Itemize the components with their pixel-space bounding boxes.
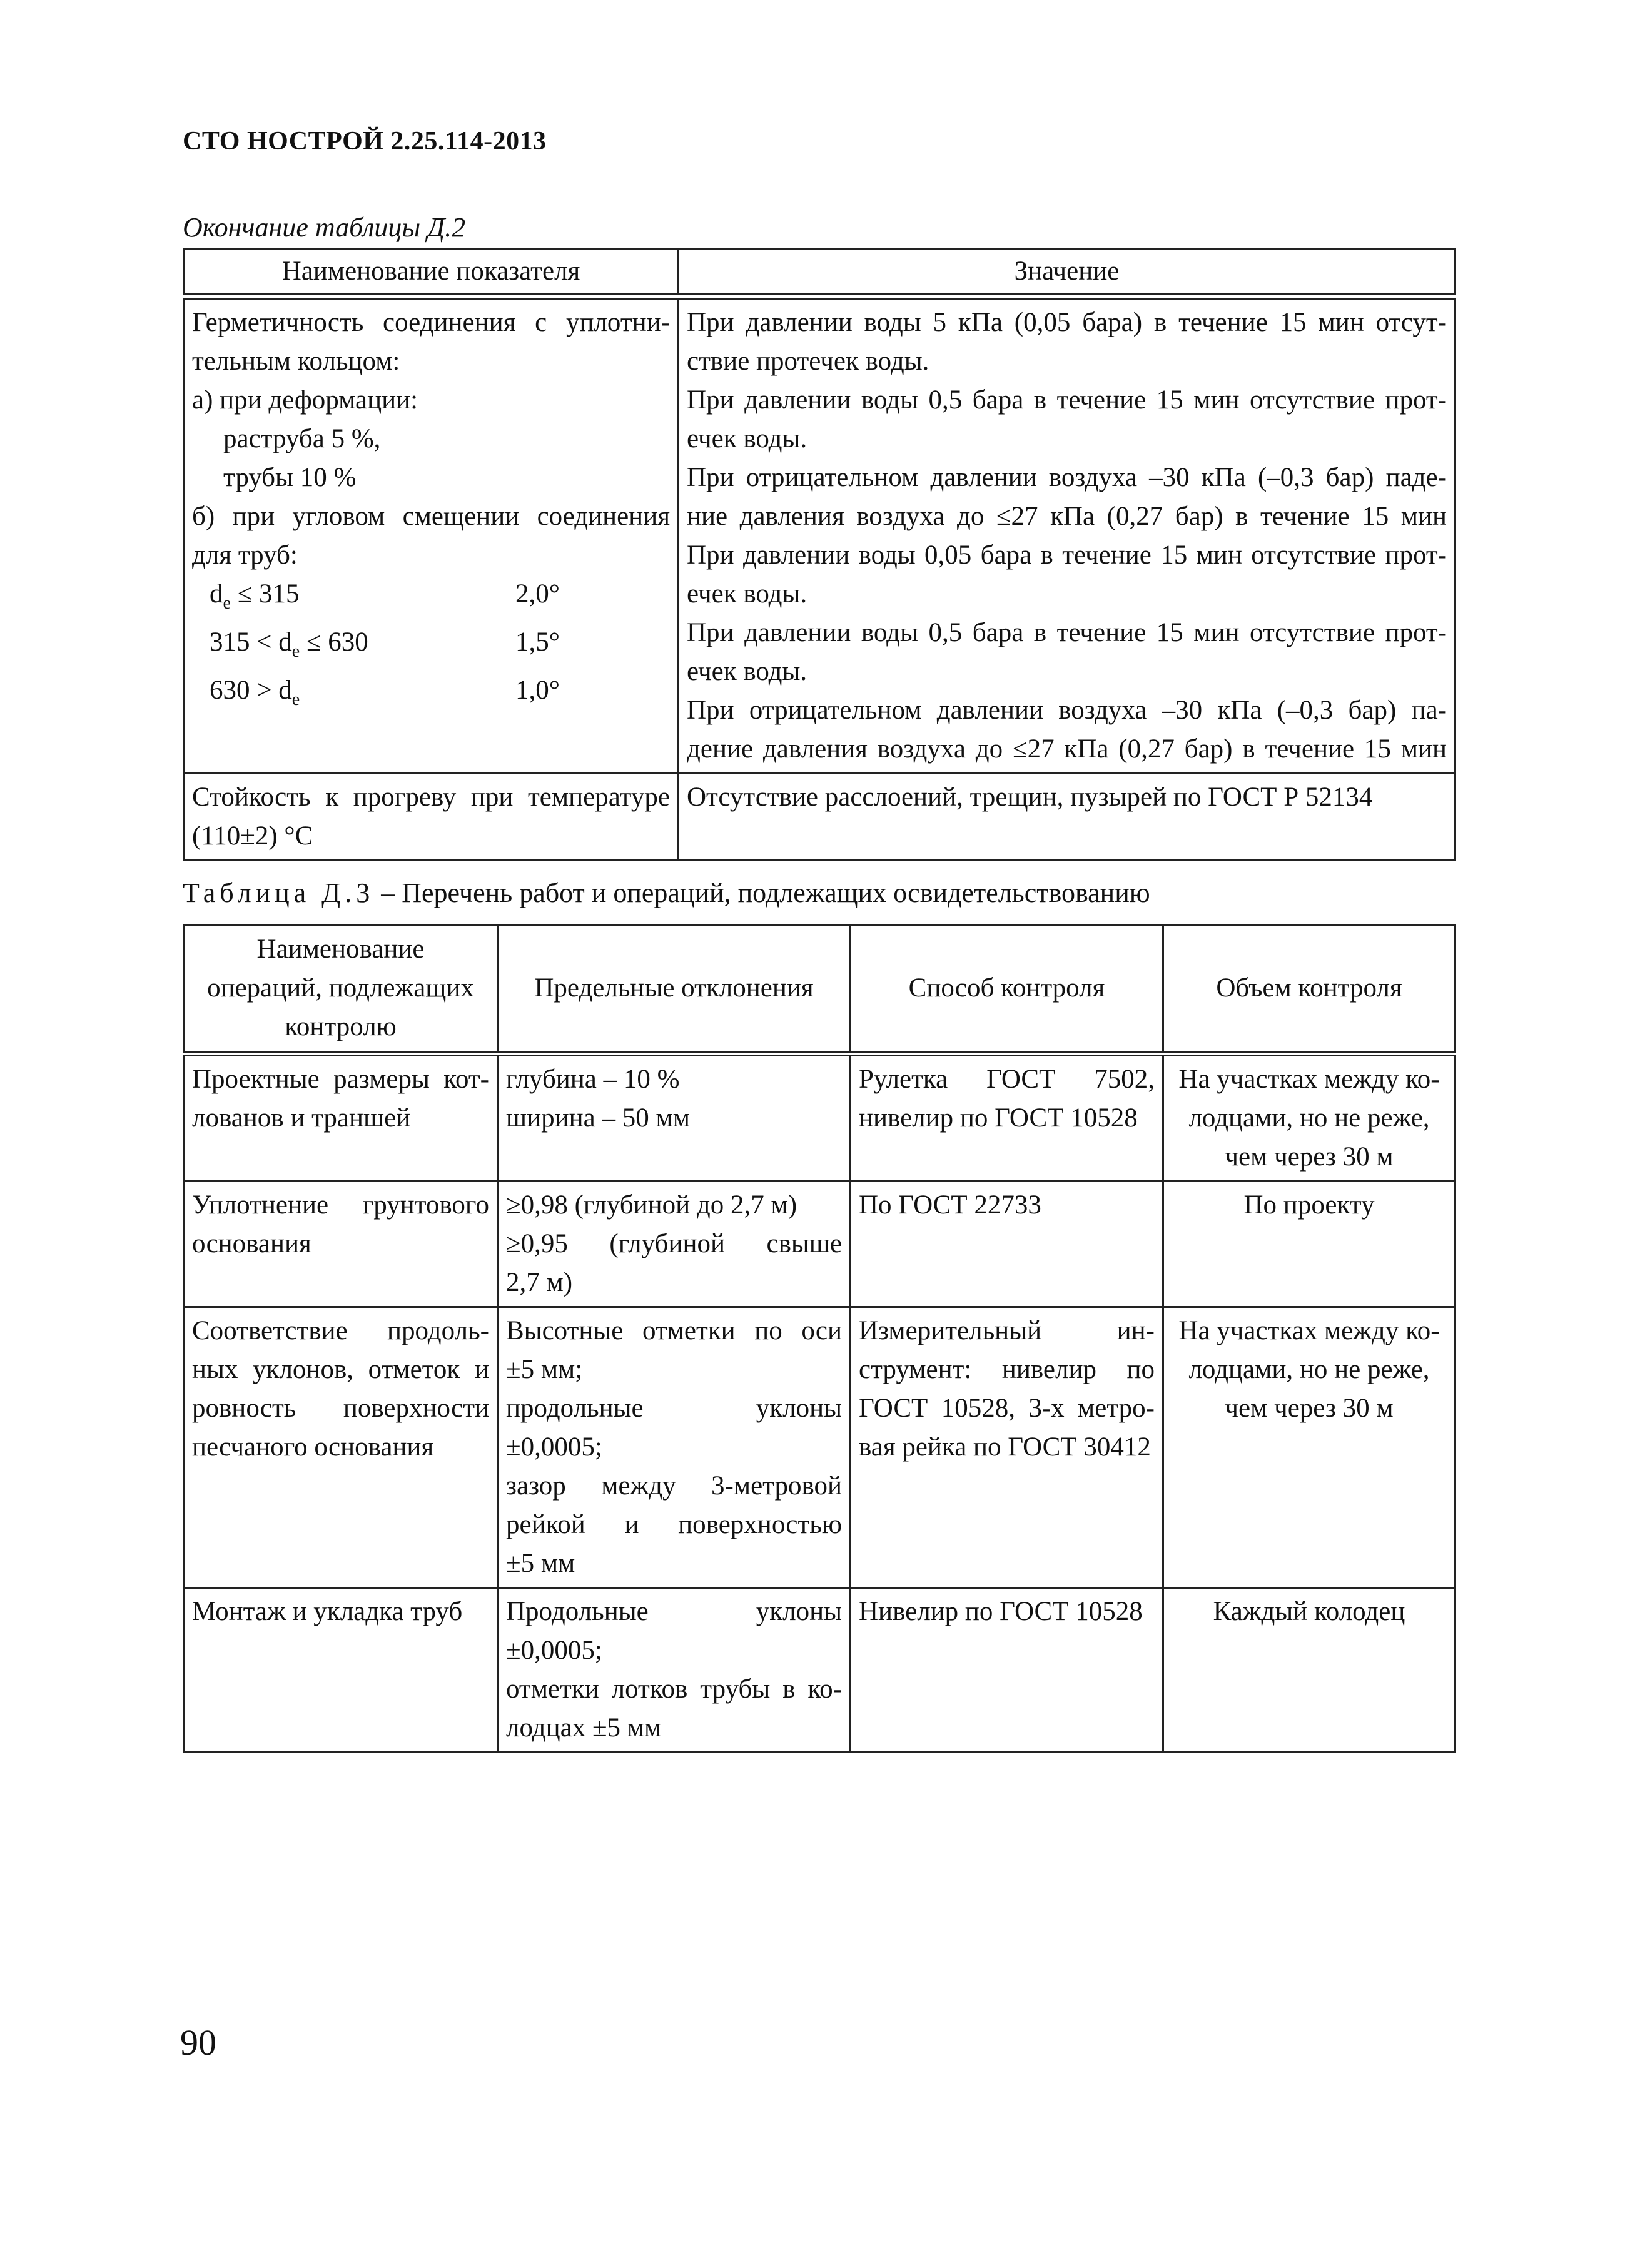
table-row [184, 774, 1455, 861]
scope-cell: На участках между ко- лодцами, но не реже, чем через 30 м [1163, 1054, 1455, 1182]
table-row [184, 296, 1455, 774]
table-d3-caption: – Перечень работ и операций, подлежащих освидетельствованию [374, 878, 1150, 908]
angle-condition: $630 > d_e$ [210, 676, 300, 709]
page-number: 90 [180, 2022, 216, 2063]
cell-line: При отрицательном давлении воздуха –30 кПа (–0,3 бар) па- [687, 696, 1447, 725]
cell-line: а) при деформации: [192, 385, 418, 415]
header-cell-scope: Объем контроля [1163, 925, 1455, 1054]
header-cell-method: Способ контроля [851, 925, 1163, 1054]
indicator-cell [184, 296, 679, 774]
angle-item [192, 671, 560, 719]
method-cell: Нивелир по ГОСТ 10528 [851, 1588, 1163, 1753]
cell-line: Стойкость к прогреву при температуре [192, 782, 670, 812]
operation-cell: Монтаж и укладка труб [184, 1588, 498, 1753]
cell-line: для труб: [192, 540, 298, 570]
value-cell [679, 774, 1455, 861]
table-d3-header [184, 925, 1455, 1054]
cell-line: (110±2) °С [192, 821, 313, 851]
table-d3-label: Таблица Д.3 [183, 878, 375, 908]
method-cell: По ГОСТ 22733 [851, 1182, 1163, 1307]
table-d3 [183, 924, 1456, 1753]
scope-cell: Каждый колодец [1163, 1588, 1455, 1753]
cell-line: дение давления воздуха до ≤27 кПа (0,27 бар) в течение 15 мин [687, 734, 1447, 764]
angle-value: 1,5° [515, 627, 560, 657]
table-d3-title [183, 877, 1150, 909]
operation-cell: Проектные размеры кот- лованов и траншей [184, 1054, 498, 1182]
header-cell-deviations: Предельные отклонения [498, 925, 851, 1054]
deviation-cell: Высотные отметки по оси ±5 мм; продольные уклоны ±0,0005; зазор между 3-метровой рейкой и поверхностью ±5 мм [498, 1307, 851, 1588]
cell-line: При давлении воды 0,5 бара в течение 15 мин отсутствие прот- [687, 618, 1447, 647]
angle-item [192, 575, 560, 623]
cell-line: ечек воды. [687, 424, 807, 453]
cell-line: трубы 10 % [223, 463, 357, 492]
operation-cell: Соответствие продоль- ных уклонов, отметок и ровность поверхности песчаного основания [184, 1307, 498, 1588]
cell-line: ечек воды. [687, 579, 807, 609]
scope-cell: На участках между ко- лодцами, но не реже, чем через 30 м [1163, 1307, 1455, 1588]
cell-line: При давлении воды 0,5 бара в течение 15 мин отсутствие прот- [687, 385, 1447, 415]
cell-line: тельным кольцом: [192, 347, 400, 376]
cell-line: б) при угловом смещении соединения [192, 502, 670, 531]
deviation-cell: Продольные уклоны ±0,0005; отметки лотков трубы в ко- лодцах ±5 мм [498, 1588, 851, 1753]
cell-line: Герметичность соединения с уплотни- [192, 308, 670, 337]
deviation-cell: глубина – 10 % ширина – 50 мм [498, 1054, 851, 1182]
angle-item [192, 623, 560, 671]
table-row [184, 1054, 1455, 1182]
cell-line: ние давления воздуха до ≤27 кПа (0,27 бар) в течение 15 мин [687, 502, 1447, 531]
value-cell [679, 296, 1455, 774]
angle-value: 2,0° [515, 579, 560, 609]
angle-condition: $d_e \le 315$ [210, 579, 300, 613]
cell-line: При давлении воды 5 кПа (0,05 бара) в течение 15 мин отсут- [687, 308, 1447, 337]
indicator-cell [184, 774, 679, 861]
continuation-title: Окончание таблицы Д.2 [183, 212, 466, 243]
cell-line: ствие протечек воды. [687, 347, 929, 376]
operation-cell: Уплотнение грунтового основания [184, 1182, 498, 1307]
document-code: СТО НОСТРОЙ 2.25.114-2013 [183, 127, 547, 156]
angle-condition: $315 < d_e \le 630$ [210, 627, 368, 661]
table-d2-header [184, 249, 1455, 297]
table-row [184, 1307, 1455, 1588]
scope-cell: По проекту [1163, 1182, 1455, 1307]
method-cell: Измерительный ин- струмент: нивелир по ГОСТ 10528, 3-х метро- вая рейка по ГОСТ 30412 [851, 1307, 1163, 1588]
header-cell-value: Значение [679, 249, 1455, 297]
cell-line: раструба 5 %, [223, 424, 381, 453]
cell-line: Отсутствие расслоений, трещин, пузырей по ГОСТ Р 52134 [687, 782, 1373, 812]
table-row [184, 1182, 1455, 1307]
method-cell: Рулетка ГОСТ 7502, нивелир по ГОСТ 10528 [851, 1054, 1163, 1182]
header-cell-operation: Наименование операций, подлежащих контролю [184, 925, 498, 1054]
deviation-cell: ≥0,98 (глубиной до 2,7 м) ≥0,95 (глубиной свыше 2,7 м) [498, 1182, 851, 1307]
table-d2 [183, 248, 1456, 861]
cell-line: При давлении воды 0,05 бара в течение 15 мин отсутствие прот- [687, 540, 1447, 570]
cell-line: При отрицательном давлении воздуха –30 кПа (–0,3 бар) паде- [687, 463, 1447, 492]
table-row [184, 1588, 1455, 1753]
angle-value: 1,0° [515, 676, 560, 705]
header-cell-indicator: Наименование показателя [184, 249, 679, 297]
cell-line: ечек воды. [687, 657, 807, 686]
